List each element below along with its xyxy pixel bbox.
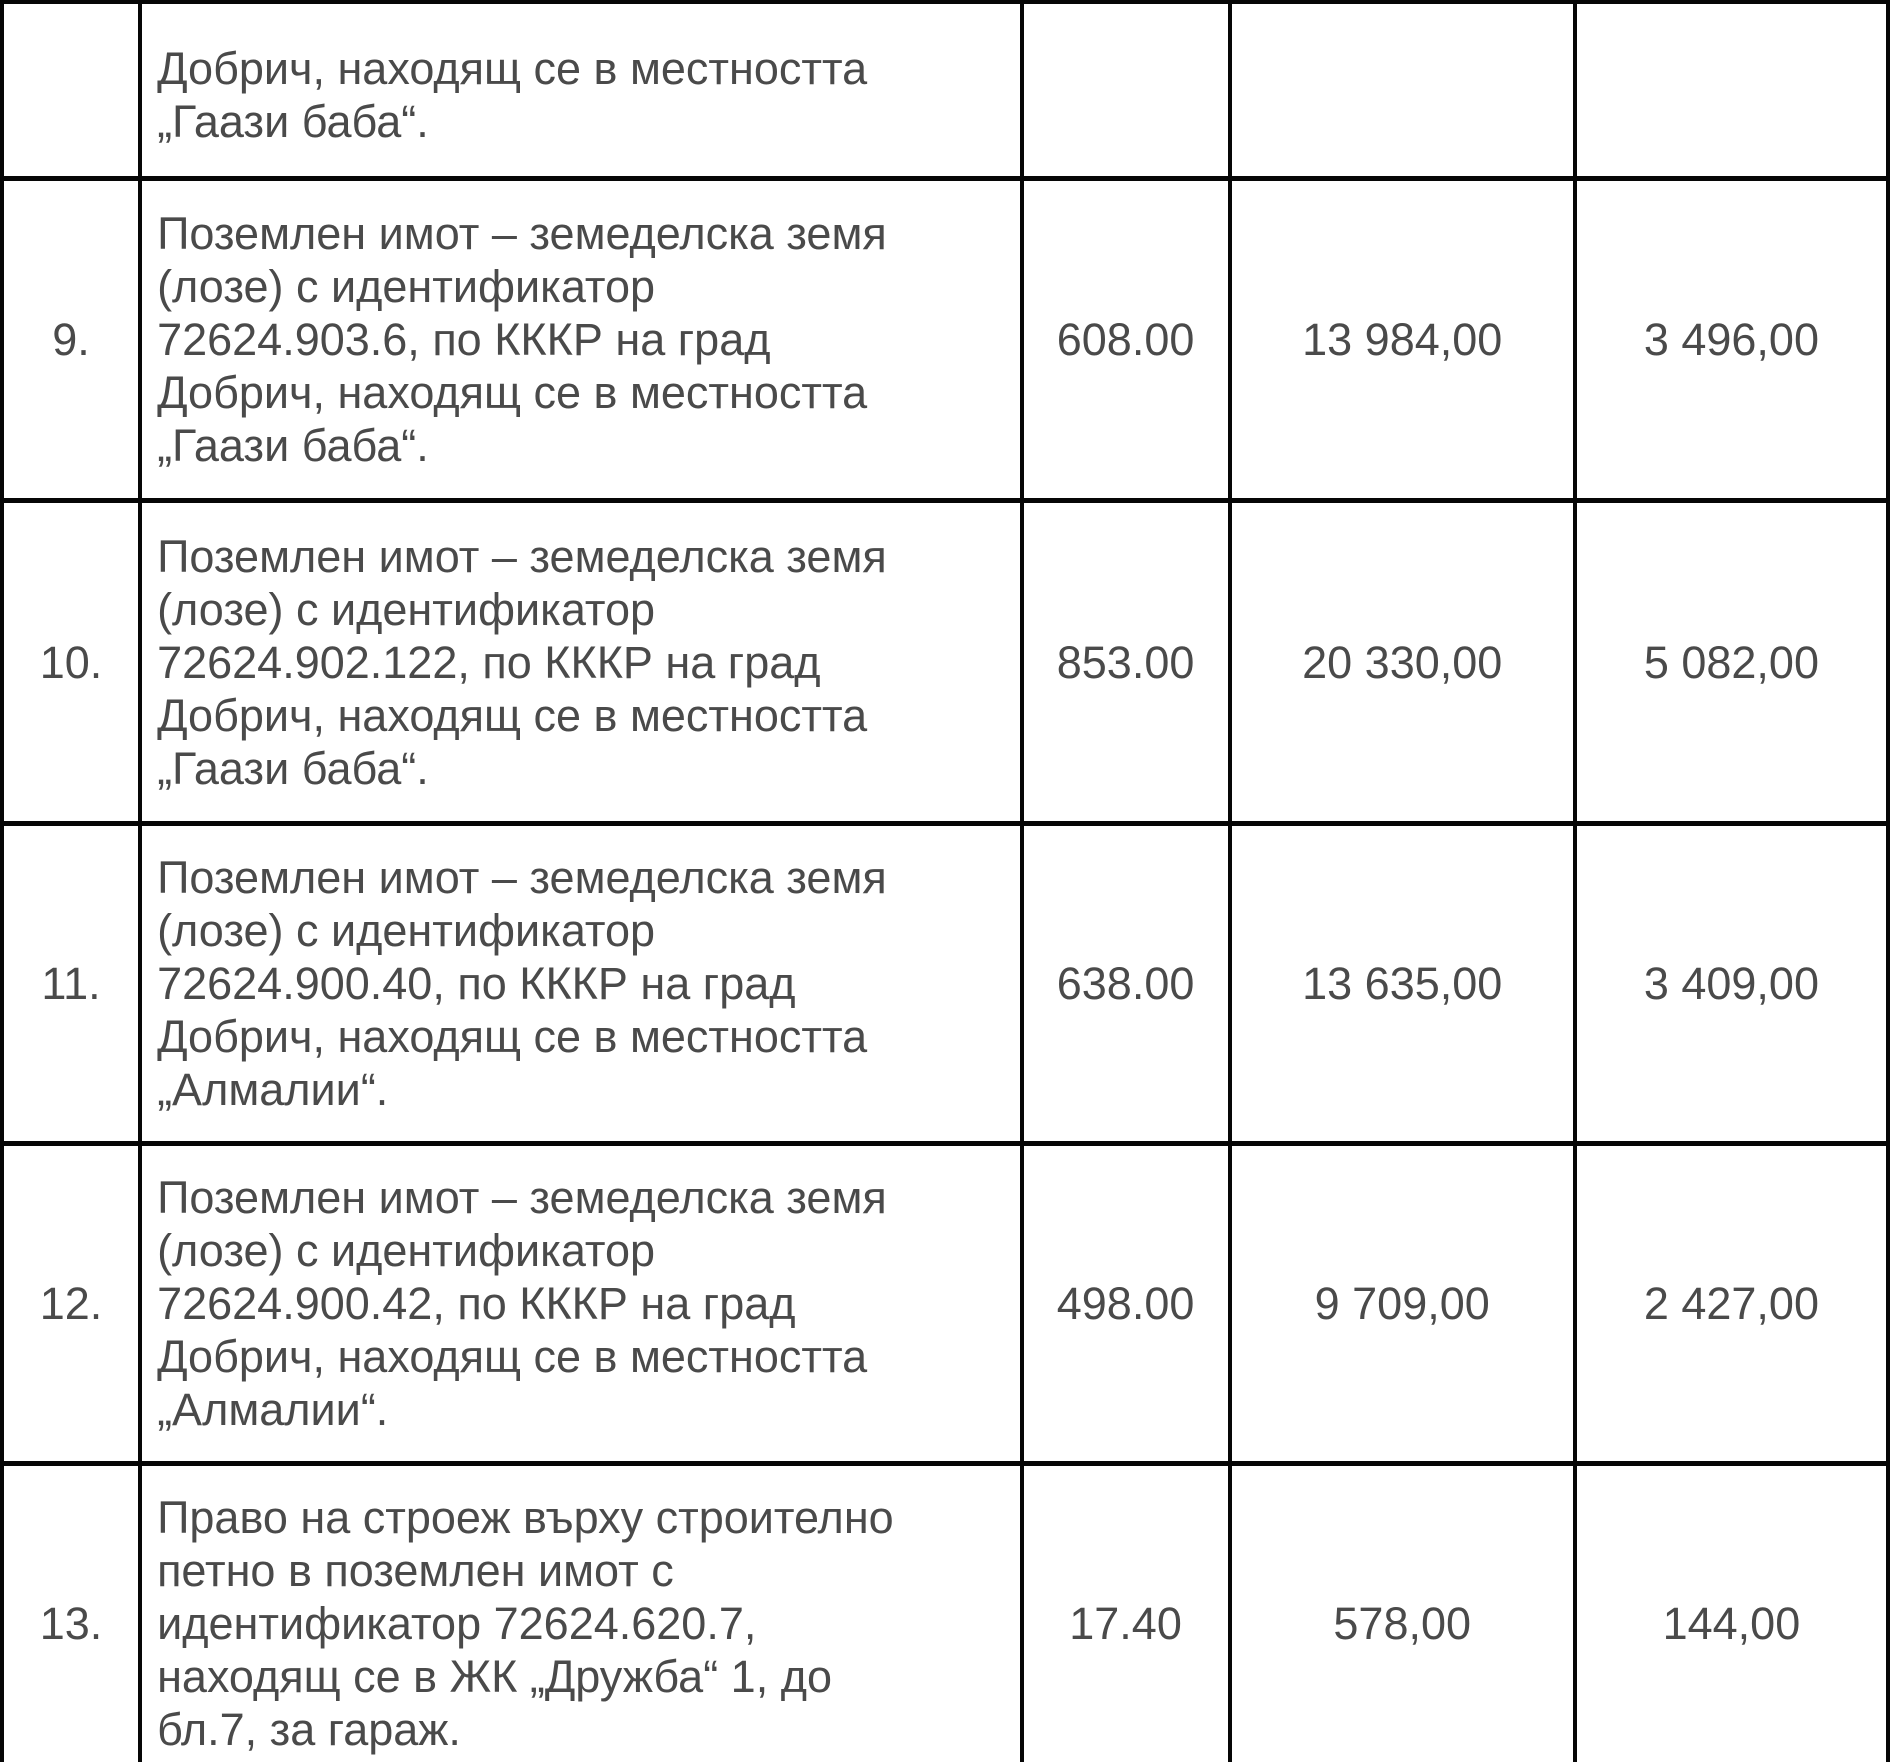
description-line: Добрич, находящ се в местността [157, 689, 868, 741]
value-cell-2: 20 330,00 [1230, 501, 1575, 824]
value-cell-2: 13 984,00 [1230, 179, 1575, 501]
description-line: идентификатор 72624.620.7, [157, 1598, 757, 1649]
description-line: бл.7, за гараж. [157, 1704, 461, 1755]
description-cell [140, 824, 1021, 1144]
value-cell-2 [1230, 2, 1575, 179]
description-line: 72624.900.42, по КККР на град [157, 1278, 796, 1329]
row-number-cell: 9. [2, 179, 140, 501]
description-line: находящ се в ЖК „Дружба“ 1, до [157, 1651, 832, 1702]
description-cell [140, 2, 1021, 179]
value-cell-3: 144,00 [1575, 1464, 1888, 1762]
value-cell-3: 3 409,00 [1575, 824, 1888, 1144]
value-cell-2: 9 709,00 [1230, 1144, 1575, 1464]
value-cell-1: 638.00 [1022, 824, 1230, 1144]
description-line: 72624.903.6, по КККР на град [157, 314, 771, 365]
table-row [2, 824, 1888, 1144]
description-cell [140, 1144, 1021, 1464]
description-line: „Гаази баба“. [157, 742, 429, 794]
value-cell-1: 608.00 [1022, 179, 1230, 501]
description-line: Добрич, находящ се в местността [157, 367, 868, 418]
description-cell [140, 501, 1021, 824]
description-line: Добрич, находящ се в местността [157, 1331, 868, 1382]
description-line: Добрич, находящ се в местността [157, 1011, 868, 1062]
description-line: петно в поземлен имот с [157, 1545, 674, 1596]
description-cell [140, 179, 1021, 501]
table-row [2, 501, 1888, 824]
description-line: 72624.900.40, по КККР на град [157, 958, 796, 1009]
table-row-partial [2, 2, 1888, 179]
value-cell-1: 498.00 [1022, 1144, 1230, 1464]
value-cell-3: 3 496,00 [1575, 179, 1888, 501]
description-cell [140, 1464, 1021, 1762]
description-line: „Гаази баба“. [157, 96, 429, 147]
description-line: „Гаази баба“. [157, 420, 429, 471]
value-cell-1: 17.40 [1022, 1464, 1230, 1762]
row-number-cell [2, 2, 140, 179]
table-row [2, 1464, 1888, 1762]
table-row [2, 179, 1888, 501]
description-line: Поземлен имот – земеделска земя [157, 852, 887, 903]
value-cell-3: 5 082,00 [1575, 501, 1888, 824]
table-row [2, 1144, 1888, 1464]
row-number-cell: 13. [2, 1464, 140, 1762]
description-line: Поземлен имот – земеделска земя [157, 1172, 887, 1223]
row-number-cell: 12. [2, 1144, 140, 1464]
description-line: „Алмалии“. [157, 1384, 389, 1435]
description-line: (лозе) с идентификатор [157, 261, 656, 312]
description-line: (лозе) с идентификатор [157, 905, 656, 956]
description-line: Право на строеж върху строително [157, 1492, 894, 1543]
value-cell-1 [1022, 2, 1230, 179]
description-line: „Алмалии“. [157, 1064, 389, 1115]
row-number-cell: 11. [2, 824, 140, 1144]
value-cell-2: 578,00 [1230, 1464, 1575, 1762]
value-cell-2: 13 635,00 [1230, 824, 1575, 1144]
description-line: Поземлен имот – земеделска земя [157, 208, 887, 259]
description-line: (лозе) с идентификатор [157, 583, 656, 635]
description-line: (лозе) с идентификатор [157, 1225, 656, 1276]
description-line: Добрич, находящ се в местността [157, 43, 868, 94]
description-line: 72624.902.122, по КККР на град [157, 636, 821, 688]
value-cell-1: 853.00 [1022, 501, 1230, 824]
description-line: Поземлен имот – земеделска земя [157, 530, 887, 582]
value-cell-3: 2 427,00 [1575, 1144, 1888, 1464]
value-cell-3 [1575, 2, 1888, 179]
row-number-cell: 10. [2, 501, 140, 824]
